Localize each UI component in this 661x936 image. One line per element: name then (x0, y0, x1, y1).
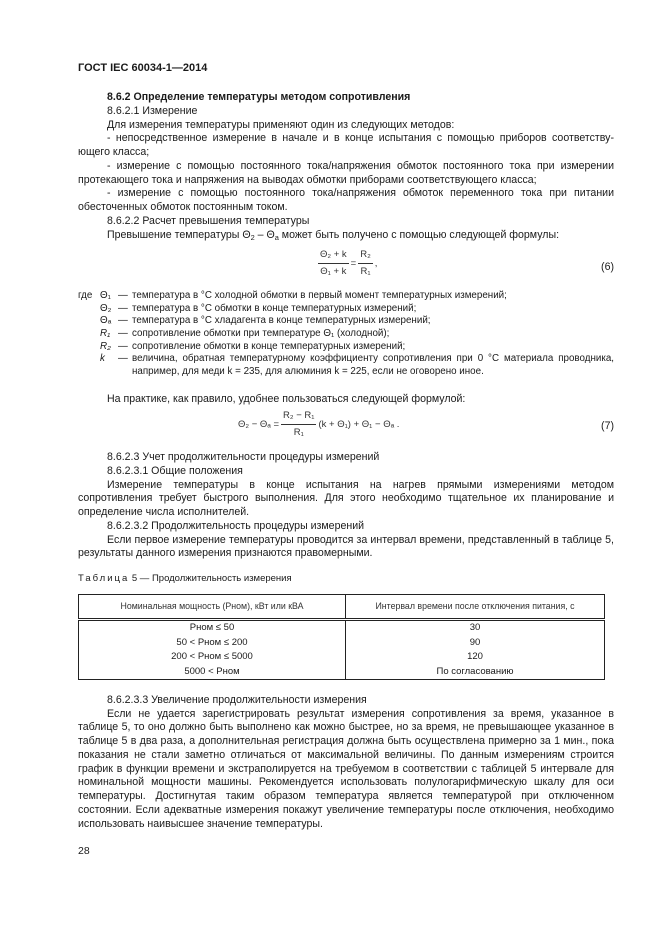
formula-6-rhs-numerator: R₂ (358, 248, 373, 264)
legend-row: R₂ — сопротивление обмотки в конце температурных измерений; (100, 340, 406, 352)
legend-row: где Θ₁ — температура в °С холодной обмотки в первый момент температурных измерений; (78, 290, 507, 302)
formula-6-rhs-denominator: R₁ (360, 266, 371, 277)
page-number: 28 (78, 845, 90, 857)
subsection-title-extension: 8.6.2.3.3 Увеличение продолжительности измерения (107, 693, 367, 706)
table-row: 200 < Pном ≤ 5000 120 (79, 650, 605, 665)
paragraph-procedure-duration: Если первое измерение температуры проводится за интервал времени, представленный в таблице 5, результаты данного измерения признаются правомерными. (78, 533, 614, 560)
paragraph-methods-intro: Для измерения температуры применяют один из следующих методов: (107, 118, 455, 131)
formula-7 (78, 407, 614, 451)
formula-7-lhs: Θ₂ − Θₐ = (238, 418, 280, 430)
document-header: ГОСТ IEC 60034-1—2014 (78, 62, 208, 74)
paragraph-formula-intro: Превышение температуры $\Theta_2 - \Theta_a$ может быть получено с помощью следующей формулы: (107, 228, 560, 242)
table-header-interval: Интервал времени после отключения питания, с (346, 594, 605, 619)
subsection-title-general: 8.6.2.3.1 Общие положения (107, 464, 243, 477)
legend-row: Θ₂ — температура в °С обмотки в конце температурных измерений; (100, 302, 417, 314)
list-item-method-2: - измерение с помощью постоянного тока/напряжения обмоток постоянного тока при измерении протекающего тока и напряжения на выводах обмотки приборами соответствующего класса; (78, 159, 614, 186)
formula-6-denominator: Θ₁ + k (320, 266, 347, 277)
subsection-title-duration: 8.6.2.3 Учет продолжительности процедуры измерений (107, 451, 380, 464)
table-header-power: Номинальная мощность (Pном), кВт или кВА (79, 594, 346, 619)
subsection-title-measurement: 8.6.2.1 Измерение (107, 104, 198, 117)
subsection-title-calc: 8.6.2.2 Расчет превышения температуры (107, 214, 310, 227)
table-row: 5000 < Pном По согласованию (79, 664, 605, 679)
legend-row: R₁ — сопротивление обмотки при температуре Θ₁ (холодной); (100, 328, 390, 340)
legend-row: k — величина, обратная температурному коэффициенту сопротивления при 0 °С материала проводника, например, для меди k = 235, для алюминия k = 225, если не оговорено иное. (100, 353, 614, 377)
formula-6-numerator: Θ₂ + k (318, 248, 349, 264)
list-item-method-1: - непосредственное измерение в начале и в конце испытания с помощью приборов соответству-ющего класса; (78, 132, 614, 158)
paragraph-extension: Если не удается зарегистрировать результат измерения сопротивления за время, указанное в таблице 5, то оно должно быть выполнено как можно быстрее, но за время, не превышающее указанное в таблице 5 в два раза, а дополнительная регистрация должна быть осуществлена примерно за 1 мин., пока показания не стали заметно отличаться от максимальной величины. По данным измерениям строится график в функции времени и экстраполируется на требуемом в соответствии с таблицей 5 интервале для номинальной мощности машины. Рекомендуется использовать полулогарифмическую шкалу для оси температуры. Достигнутая таким образом температура является температурой при отключенном состоянии. Если адекватные измерения покажут увеличение температуры после отключения, необходимо использовать наивысшее значение температуры. (78, 707, 614, 830)
table-caption: Таблица 5 — Продолжительность измерения (78, 573, 292, 585)
section-title: 8.6.2 Определение температуры методом сопротивления (107, 91, 411, 103)
formula-6: $\frac{\text{Θ₂ + k}}{\text{Θ₁ + k}}$ = $\frac{\text{R₂}}{\text{R₁}}$ , (6) (320, 249, 614, 277)
paragraph-general: Измерение температуры в конце испытания на нагрев прямыми измерениями методом сопротивления требует быстрого выполнения. Для этого необходимо тщательное их планирование и определение числа исполнителей. (78, 478, 614, 519)
formula-7-number: (7) (601, 420, 614, 433)
subsection-title-procedure-duration: 8.6.2.3.2 Продолжительность процедуры измерений (107, 519, 365, 532)
paragraph-practice: На практике, как правило, удобнее пользоваться следующей формулой: (107, 393, 466, 406)
table-row: Pном ≤ 50 30 (79, 619, 605, 635)
legend-where-label: где (78, 290, 93, 302)
formula-7-denominator: R₁ (293, 426, 304, 438)
list-item-method-3: - измерение с помощью постоянного тока/напряжения обмоток переменного тока при питании обесточенных обмоток постоянным током. (78, 187, 614, 213)
formula-7-numerator: R₂ − R₁ (281, 409, 316, 425)
measurement-duration-table (78, 594, 605, 680)
formula-legend (78, 290, 614, 378)
formula-7-rhs: (k + Θ₁) + Θ₁ − Θₐ . (318, 418, 400, 430)
document-body (78, 91, 614, 831)
legend-row: Θₐ — температура в °С хладагента в конце температурных измерений; (100, 315, 431, 327)
table-row: 50 < Pном ≤ 200 90 (79, 635, 605, 650)
formula-6-number: (6) (601, 261, 614, 274)
